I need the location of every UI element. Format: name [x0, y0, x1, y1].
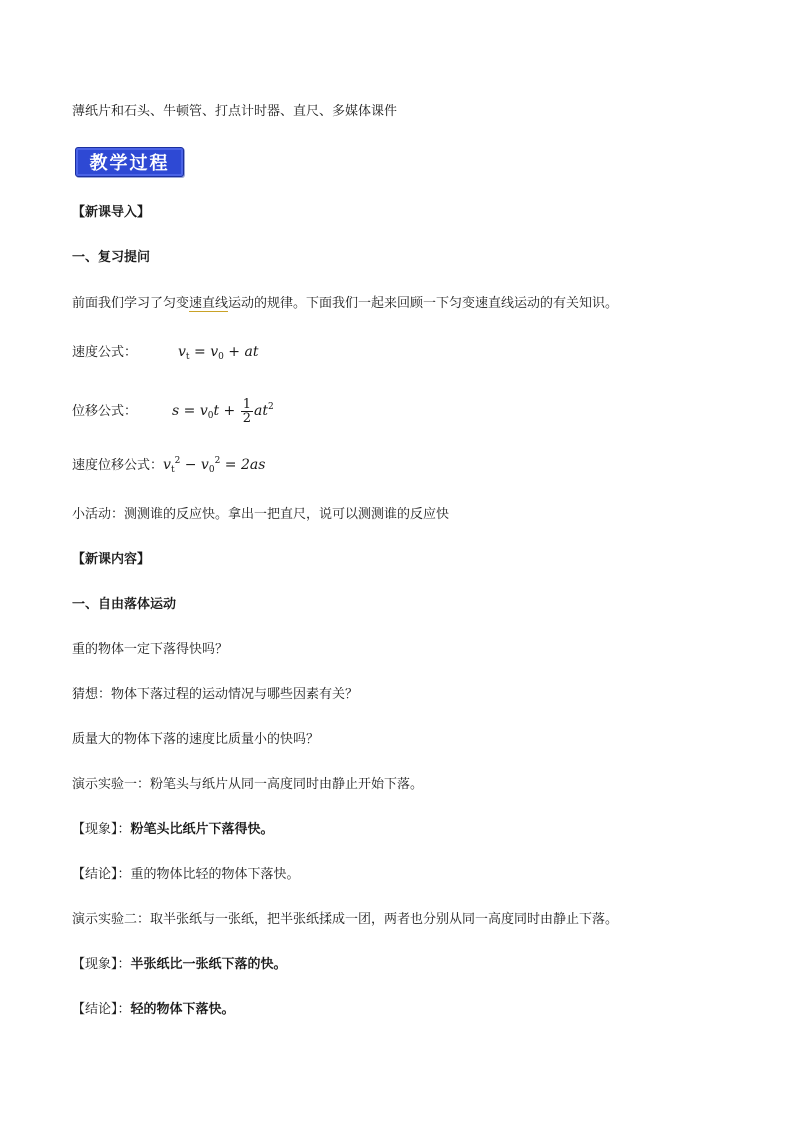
demo-2: 演示实验二：取半张纸与一张纸，把半张纸揉成一团，两者也分别从同一高度同时由静止下落。 — [72, 912, 619, 927]
phenomenon-tag: 【现象】： — [72, 957, 131, 972]
velocity-formula-line — [72, 343, 258, 363]
vd-formula-line — [72, 456, 265, 476]
section-badge: 教学过程 — [75, 147, 184, 177]
phenomenon-1: 【现象】：粉笔头比纸片下落得快。 — [72, 822, 274, 837]
review-heading: 一、复习提问 — [72, 250, 151, 265]
conclusion-1: 【结论】：重的物体比轻的物体下落快。 — [72, 867, 300, 882]
conclusion-tag: 【结论】： — [72, 867, 131, 882]
activity-line: 小活动：测测谁的反应快。拿出一把直尺，说可以测测谁的反应快 — [72, 507, 450, 522]
review-text-a: 前面我们学习了匀变 — [72, 296, 190, 311]
displacement-label: 位移公式： — [72, 404, 138, 419]
review-text-c: 运动的规律。下面我们一起来回顾一下匀变速直线运动的有关知识。 — [228, 296, 619, 311]
displacement-formula-line — [72, 396, 274, 428]
conclusion-2: 【结论】：轻的物体下落快。 — [72, 1002, 235, 1017]
vd-formula: $v_t^2 - v_0^2 = 2as$ — [163, 456, 266, 475]
intro-heading: 【新课导入】 — [72, 205, 151, 220]
velocity-label: 速度公式： — [72, 345, 138, 360]
materials-line: 薄纸片和石头、牛顿管、打点计时器、直尺、多媒体课件 — [72, 104, 398, 119]
new-content-heading: 【新课内容】 — [72, 552, 151, 567]
displacement-formula: $s = v_0t$ + $\frac{1}{2}$ $at^2$ — [172, 396, 274, 426]
freefall-heading: 一、自由落体运动 — [72, 597, 177, 612]
phenomenon-tag: 【现象】： — [72, 822, 131, 837]
vd-label: 速度位移公式： — [72, 458, 164, 473]
review-text-b: 速直线 — [189, 296, 229, 311]
conclusion-tag: 【结论】： — [72, 1002, 131, 1017]
guess-line: 猜想：物体下落过程的运动情况与哪些因素有关？ — [72, 687, 359, 702]
question-1: 重的物体一定下落得快吗？ — [72, 642, 229, 657]
velocity-formula: $v_t = v_0$ + at — [178, 344, 259, 362]
review-text — [72, 295, 618, 313]
phenomenon-2: 【现象】：半张纸比一张纸下落的快。 — [72, 957, 287, 972]
demo-1: 演示实验一：粉笔头与纸片从同一高度同时由静止开始下落。 — [72, 777, 424, 792]
question-2: 质量大的物体下落的速度比质量小的快吗？ — [72, 732, 320, 747]
